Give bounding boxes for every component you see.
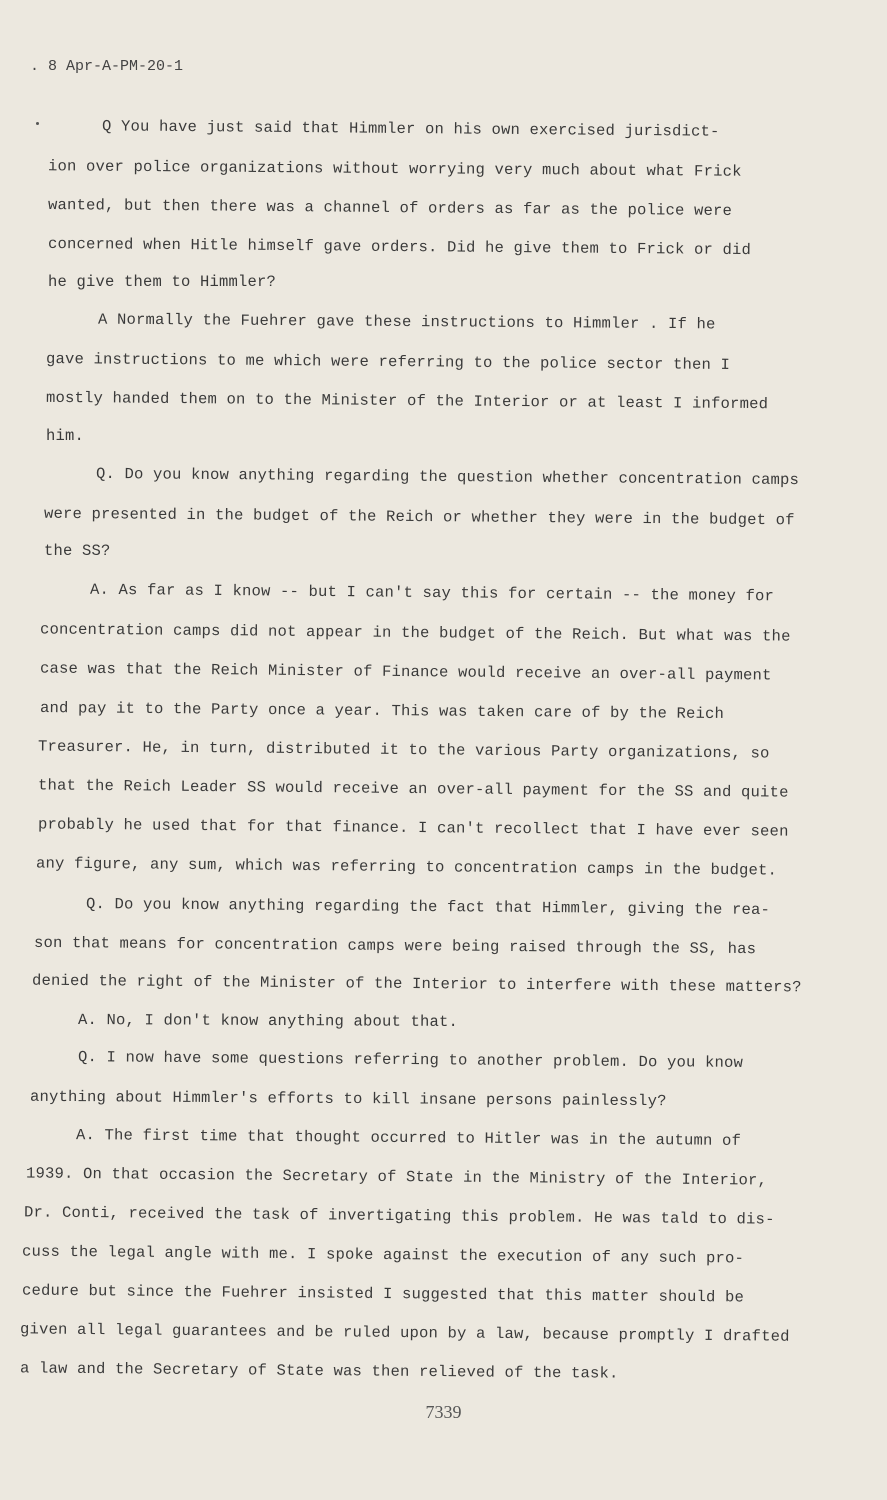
document-reference: . 8 Apr-A-PM-20-1: [30, 58, 184, 75]
transcript-line: cuss the legal angle with me. I spoke against the execution of any such pro-: [21, 1242, 745, 1268]
transcript-line: wanted, but then there was a channel of orders as far as the police were: [47, 196, 733, 220]
transcript-line: were presented in the budget of the Reich or whether they were in the budget of: [43, 504, 795, 530]
transcript-line: him.: [46, 427, 85, 445]
transcript-line: he give them to Himmler?: [48, 273, 277, 291]
transcript-line: Q You have just said that Himmler on his own exercised jurisdict-: [101, 117, 720, 141]
transcript-line: concerned when Hitle himself gave orders. Did he give them to Frick or did: [47, 234, 752, 260]
transcript-line: A. The first time that thought occurred to Hitler was in the autumn of: [75, 1126, 742, 1150]
transcript-line: given all legal guarantees and be ruled upon by a law, because promptly I drafted: [19, 1320, 790, 1346]
transcript-line: anything about Himmler's efforts to kill insane persons painlessly?: [29, 1087, 667, 1111]
transcript-line: denied the right of the Minister of the Interior to interfere with these matters?: [31, 971, 802, 997]
transcript-line: gave instructions to me which were referring to the police sector then I: [45, 350, 731, 374]
transcript-line: ion over police organizations without worrying very much about what Frick: [47, 157, 742, 181]
transcript-line: A Normally the Fuehrer gave these instructions to Himmler . If he: [97, 310, 716, 334]
transcript-line: Dr. Conti, received the task of invertigating this problem. He was tald to dis-: [23, 1203, 775, 1229]
ink-speck: [36, 122, 39, 125]
transcript-line: concentration camps did not appear in the budget of the Reich. But what was the: [39, 620, 791, 646]
transcript-line: any figure, any sum, which was referring to concentration camps in the budget.: [35, 854, 778, 880]
transcript-line: Q. I now have some questions referring to another problem. Do you know: [77, 1048, 744, 1072]
transcript-line: case was that the Reich Minister of Finance would receive an over-all payment: [39, 659, 772, 685]
transcript-line: a law and the Secretary of State was then relieved of the task.: [19, 1359, 619, 1383]
transcript-line: that the Reich Leader SS would receive an over-all payment for the SS and quite: [37, 776, 789, 802]
transcript-line: son that means for concentration camps were being raised through the SS, has: [33, 933, 757, 959]
transcript-line: Treasurer. He, in turn, distributed it to the various Party organizations, so: [37, 737, 770, 763]
transcript-line: Q. Do you know anything regarding the question whether concentration camps: [95, 464, 800, 490]
transcript-line: the SS?: [44, 542, 111, 560]
transcript-line: probably he used that for that finance. I can't recollect that I have ever seen: [37, 815, 789, 841]
transcript-line: A. No, I don't know anything about that.: [77, 1011, 459, 1031]
transcript-line: and pay it to the Party once a year. This was taken care of by the Reich: [39, 699, 725, 723]
page-number: 7339: [425, 1402, 462, 1422]
transcript-line: 1939. On that occasion the Secretary of State in the Ministry of the Interior,: [25, 1164, 768, 1190]
transcript-line: Q. Do you know anything regarding the fact that Himmler, giving the rea-: [85, 895, 771, 919]
transcript-line: A. As far as I know -- but I can't say this for certain -- the money for: [89, 580, 775, 606]
transcript-line: mostly handed them on to the Minister of the Interior or at least I informed: [45, 388, 769, 414]
transcript-line: cedure but since the Fuehrer insisted I suggested that this matter should be: [21, 1281, 745, 1307]
